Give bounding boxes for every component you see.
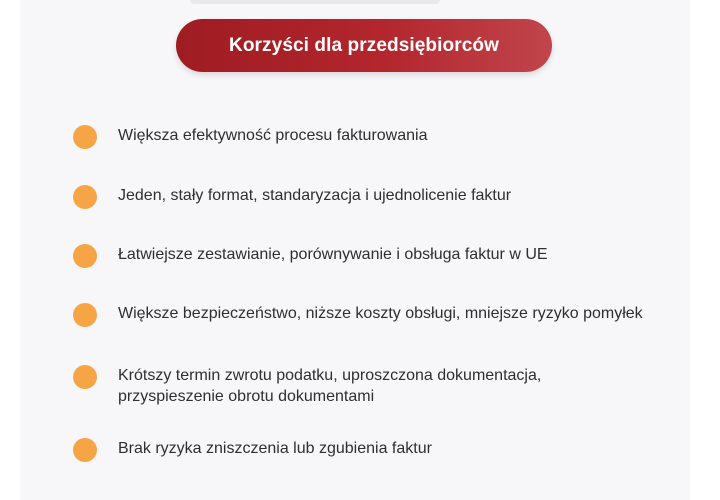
benefit-item [73,244,678,268]
orange-circle-bullet-icon [73,438,97,462]
benefit-item [73,365,588,407]
benefits-header-title: Korzyści dla przedsiębiorców [229,34,499,56]
orange-circle-bullet-icon [73,125,97,149]
benefit-item [73,125,678,149]
orange-circle-bullet-icon [73,365,97,389]
benefit-text: Jeden, stały format, standaryzacja i ujednolicenie faktur [118,187,512,204]
benefit-item [73,303,678,327]
orange-circle-bullet-icon [73,303,97,327]
orange-circle-bullet-icon [73,185,97,209]
benefit-text: Brak ryzyka zniszczenia lub zgubienia faktur [118,440,432,457]
top-tab-edge [190,0,440,4]
benefit-text: Większe bezpieczeństwo, niższe koszty obsługi, mniejsze ryzyko pomyłek [118,305,643,322]
benefits-header [176,19,552,72]
benefit-text: Krótszy termin zwrotu podatku, uproszczona dokumentacja, przyspieszenie obrotu dokumentami [118,367,542,405]
benefit-item [73,438,678,462]
benefit-text: Łatwiejsze zestawianie, porównywanie i obsługa faktur w UE [118,246,548,263]
benefit-item [73,185,678,209]
benefit-text: Większa efektywność procesu fakturowania [118,127,428,144]
orange-circle-bullet-icon [73,244,97,268]
